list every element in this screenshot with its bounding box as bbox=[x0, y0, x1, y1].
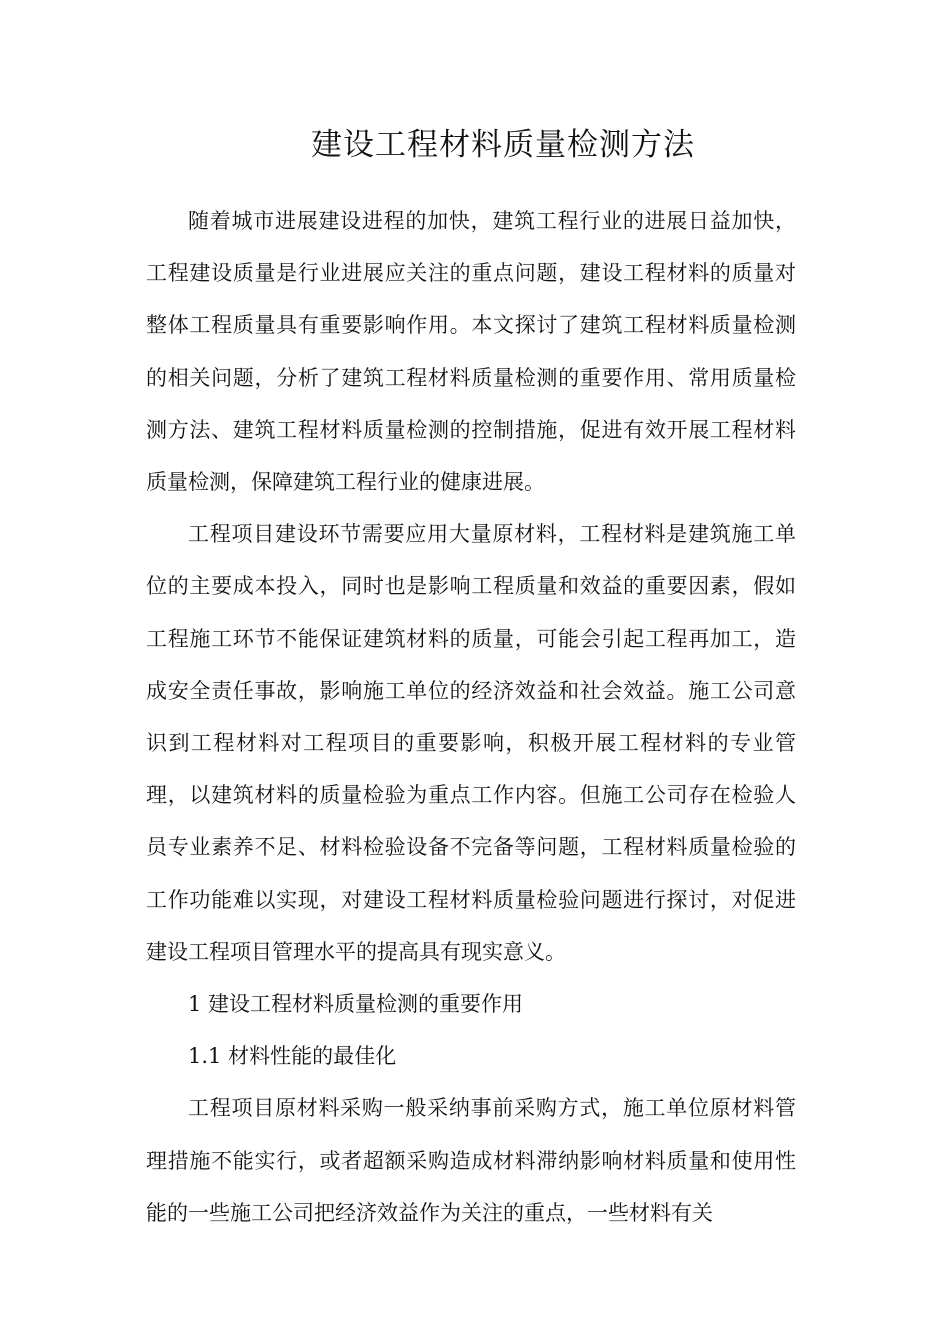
subsection-heading: 1.1 材料性能的最佳化 bbox=[188, 1044, 397, 1069]
body-paragraph: 工程项目原材料采购一般采纳事前采购方式，施工单位原材料管理措施不能实行，或者超额采购造成材料滞纳影响材料质量和使用性能的一些施工公司把经济效益作为关注的重点，一些材料有关 bbox=[146, 1096, 796, 1225]
document-body bbox=[146, 195, 796, 1239]
section-heading: 1 建设工程材料质量检测的重要作用 bbox=[188, 992, 524, 1017]
document-title: 建设工程材料质量检测方法 bbox=[311, 127, 695, 163]
body-paragraph: 工程项目建设环节需要应用大量原材料，工程材料是建筑施工单位的主要成本投入，同时也是影响工程质量和效益的重要因素，假如工程施工环节不能保证建筑材料的质量，可能会引起工程再加工，造成安全责任事故，影响施工单位的经济效益和社会效益。施工公司意识到工程材料对工程项目的重要影响，积极开展工程材料的专业管理，以建筑材料的质量检验为重点工作内容。但施工公司存在检验人员专业素养不足、材料检验设备不完备等问题，工程材料质量检验的工作功能难以实现，对建设工程材料质量检验问题进行探讨，对促进建设工程项目管理水平的提高具有现实意义。 bbox=[146, 522, 796, 964]
body-paragraph: 随着城市进展建设进程的加快，建筑工程行业的进展日益加快，工程建设质量是行业进展应关注的重点问题，建设工程材料的质量对整体工程质量具有重要影响作用。本文探讨了建筑工程材料质量检测的相关问题，分析了建筑工程材料质量检测的重要作用、常用质量检测方法、建筑工程材料质量检测的控制措施，促进有效开展工程材料质量检测，保障建筑工程行业的健康进展。 bbox=[146, 209, 796, 495]
